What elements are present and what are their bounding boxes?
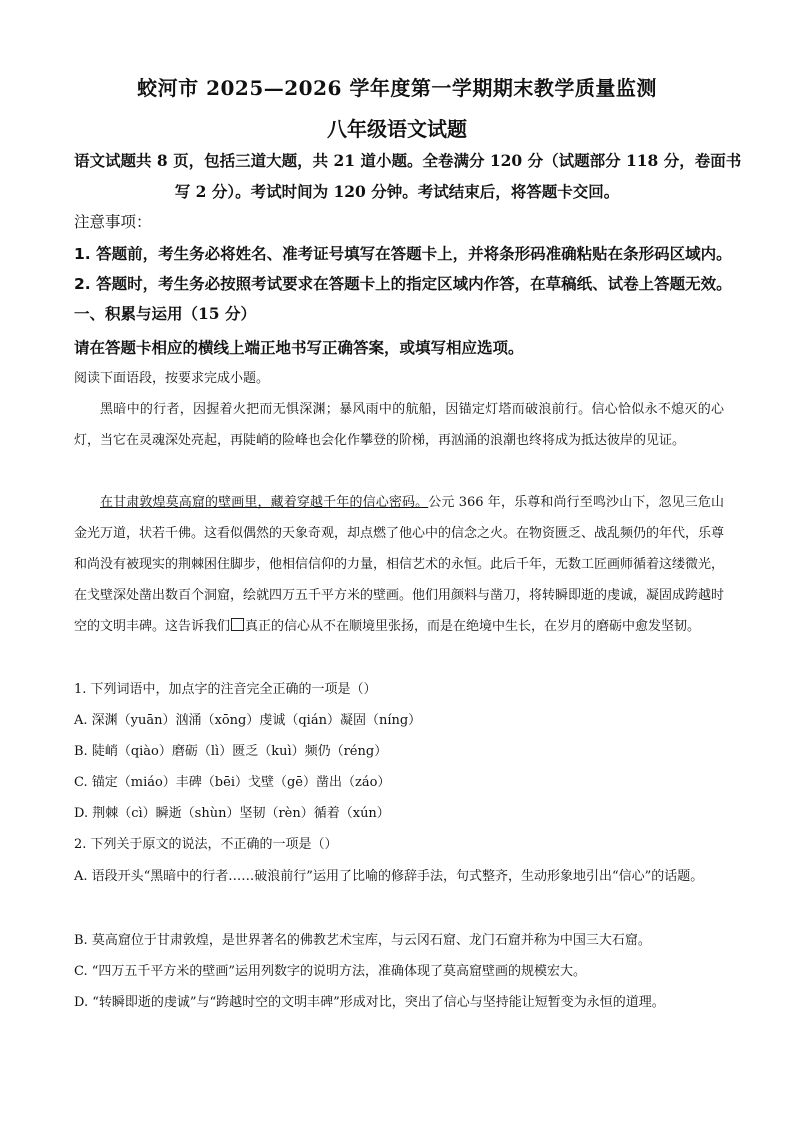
- question-2-stem: 2. 下列关于原文的说法，不正确的一项是（）: [74, 837, 338, 852]
- question-1-option-b: B. 陡峭（qiào）磨砺（lì）匮乏（kuì）频仍（réng）: [74, 744, 388, 759]
- paragraph-2-text-b: 真正的信心从不在顺境里张扬，而是在绝境中生长，在岁月的磨砺中愈发坚韧。: [245, 619, 701, 634]
- notice-rule-1: 1. 答题前，考生务必将姓名、准考证号填写在答题卡上，并将条形码准确粘贴在条形码区域内。: [74, 245, 732, 263]
- exam-title: 蛟河市 2025—2026 学年度第一学期期末教学质量监测: [137, 76, 657, 100]
- reading-prompt: 阅读下面语段，按要求完成小题。: [74, 371, 270, 386]
- intro-line-1: 语文试题共 8 页，包括三道大题，共 21 道小题。全卷满分 120 分（试题部分 118 分，卷面书: [74, 151, 742, 170]
- question-2-option-b: B. 莫高窟位于甘肃敦煌，是世界著名的佛教艺术宝库，与云冈石窟、龙门石窟并称为中国三大石窟。: [74, 933, 651, 948]
- notice-rule-2: 2. 答题时，考生务必按照考试要求在答题卡上的指定区域内作答，在草稿纸、试卷上答题无效。: [74, 275, 732, 293]
- exam-subtitle: 八年级语文试题: [327, 117, 467, 141]
- section-heading: 一、积累与运用（15 分）: [74, 304, 256, 323]
- question-1-option-d: D. 荆棘（cì）瞬逝（shùn）坚韧（rèn）循着（xún）: [74, 806, 390, 821]
- notice-heading: 注意事项：: [74, 213, 152, 231]
- passage-paragraph-1: 黑暗中的行者，因握着火把而无惧深渊；暴风雨中的航船，因锚定灯塔而破浪前行。信心恰似永不熄灭的心灯，当它在灵魂深处亮起，再陡峭的险峰也会化作攀登的阶梯，再汹涌的浪潮也终将成为抵达彼岸的见证。: [74, 402, 724, 448]
- question-1-option-a: A. 深渊（yuān）汹涌（xōng）虔诚（qián）凝固（níng）: [74, 713, 422, 728]
- question-1-stem: 1. 下列词语中，加点字的注音完全正确的一项是（）: [74, 682, 377, 697]
- underlined-sentence: 在甘肃敦煌莫高窟的壁画里，藏着穿越千年的信心密码。: [100, 495, 429, 510]
- section-instruction: 请在答题卡相应的横线上端正地书写正确答案，或填写相应选项。: [74, 338, 524, 357]
- blank-box: [231, 618, 244, 631]
- passage-paragraph-2: [74, 487, 724, 642]
- question-1-option-c: C. 锚定（miáo）丰碑（bēi）戈壁（gē）凿出（záo）: [74, 775, 391, 790]
- intro-line-2: 写 2 分）。考试时间为 120 分钟。考试结束后，将答题卡交回。: [174, 182, 620, 201]
- paragraph-2-text-a: 公元 366 年，乐尊和尚行至鸣沙山下，忽见三危山金光万道，状若千佛。这看似偶然的天象奇观，却点燃了他心中的信念之火。在物资匮乏、战乱频仍的年代，乐尊和尚没有被现实的荆棘困住脚步，他相信信仰的力量，相信艺术的永恒。此后千年，无数工匠画师循着这缕微光，在戈壁深处凿出数百个洞窟，绘就四万五千平方米的壁画。他们用颜料与凿刀，将转瞬即逝的虔诚，凝固成跨越时空的文明丰碑。这告诉我们: [74, 495, 725, 634]
- question-2-option-c: C. “四万五千平方米的壁画”运用列数字的说明方法，准确体现了莫高窟壁画的规模宏大。: [74, 964, 587, 979]
- question-2-option-a: A. 语段开头“黑暗中的行者……破浪前行”运用了比喻的修辞手法，句式整齐，生动形象地引出“信心”的话题。: [74, 869, 704, 884]
- question-2-option-d: D. “转瞬即逝的虔诚”与“跨越时空的文明丰碑”形成对比，突出了信心与坚持能让短暂变为永恒的道理。: [74, 995, 665, 1010]
